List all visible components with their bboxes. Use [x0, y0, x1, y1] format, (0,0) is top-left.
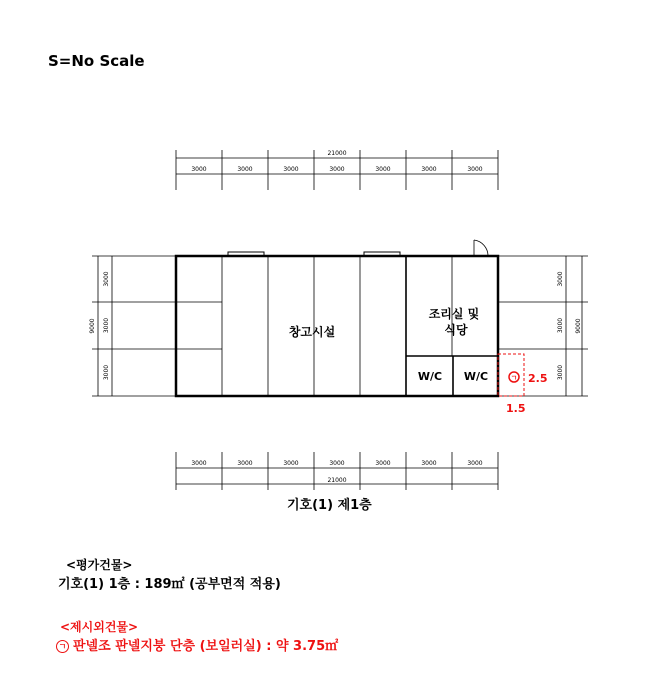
evaluated-line	[58, 573, 281, 592]
right-overall-dim: 9000	[575, 318, 582, 334]
top-bay-dim: 3000	[237, 166, 253, 173]
top-bay-dim: 3000	[283, 166, 299, 173]
top-bay-dim: 3000	[191, 166, 207, 173]
bottom-bay-dim: 3000	[191, 460, 207, 467]
bottom-overall-dim: 21000	[327, 477, 347, 484]
left-bay-dim: 3000	[103, 317, 110, 334]
annex-dim-width: 1.5	[506, 402, 526, 415]
annex-symbol: ㄱ	[510, 374, 518, 382]
excluded-text: 판넬조 판넬지붕 단층 (보일러실) : 약 3.75㎡	[73, 639, 339, 654]
door-symbol	[474, 240, 488, 256]
excluded-symbol: ㄱ	[56, 640, 69, 653]
right-bay-dim: 3000	[557, 364, 564, 381]
bottom-bay-dim: 3000	[421, 460, 437, 467]
scale-label: S=No Scale	[48, 52, 145, 70]
top-bay-dim: 3000	[467, 166, 483, 173]
left-bay-dim: 3000	[103, 271, 110, 287]
bottom-bay-dim: 3000	[329, 460, 345, 467]
room-kitchen-line1: 조리실 및	[428, 307, 480, 321]
bottom-bay-dim: 3000	[237, 460, 253, 467]
evaluated-text: 기호(1) 1층 : 189㎡ (공부면적 적용)	[58, 577, 281, 592]
bottom-bay-dim: 3000	[375, 460, 391, 467]
room-kitchen-line2: 식당	[444, 323, 468, 337]
top-bay-dim: 3000	[375, 166, 391, 173]
room-wc-2: W/C	[463, 370, 489, 383]
plan-caption: 기호(1) 제1층	[287, 498, 372, 513]
top-bay-dim: 3000	[329, 166, 345, 173]
excluded-line	[56, 635, 338, 654]
excluded-header: <제시외건물>	[60, 620, 139, 634]
left-bay-dim: 3000	[103, 364, 110, 381]
top-bay-dim: 3000	[421, 166, 437, 173]
bottom-bay-dim: 3000	[467, 460, 483, 467]
top-overall-dim: 21000	[327, 150, 347, 157]
left-overall-dim: 9000	[89, 318, 96, 334]
room-storage: 창고시설	[288, 325, 336, 339]
room-wc-1: W/C	[417, 370, 443, 383]
annex-dim-height: 2.5	[528, 372, 548, 385]
evaluated-header: <평가건물>	[66, 558, 133, 572]
right-bay-dim: 3000	[557, 317, 564, 334]
bottom-bay-dim: 3000	[283, 460, 299, 467]
right-bay-dim: 3000	[557, 271, 564, 287]
